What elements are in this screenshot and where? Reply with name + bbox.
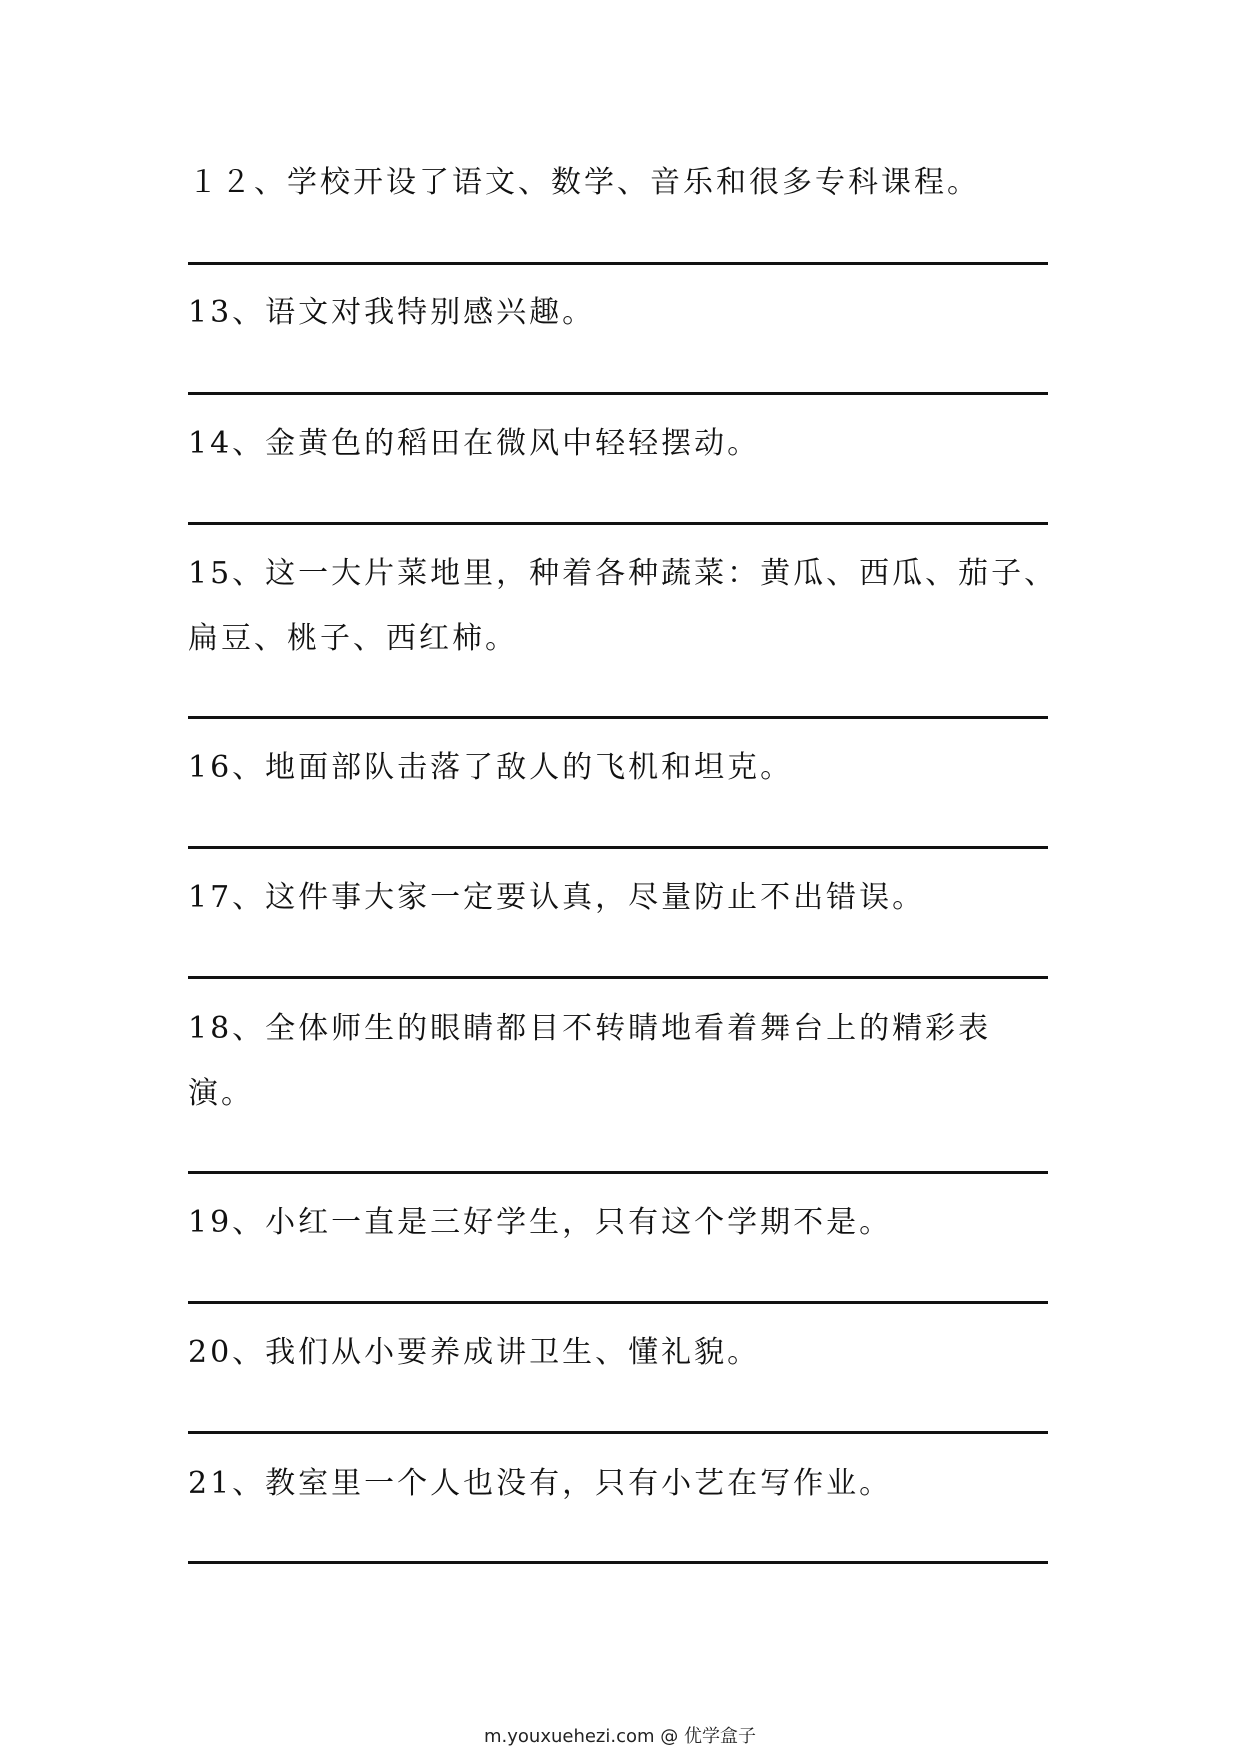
question-19 — [188, 1190, 1048, 1255]
question-text: 18、全体师生的眼睛都目不转睛地看着舞台上的精彩表 — [188, 1011, 992, 1046]
answer-line-15[interactable] — [188, 716, 1048, 719]
question-text-continued: 演。 — [188, 1076, 254, 1111]
footer-watermark: m.youxuehezi.com @ 优学盒子 — [483, 1726, 756, 1747]
question-21 — [188, 1451, 1048, 1516]
question-16 — [188, 735, 1048, 800]
question-text: 21、教室里一个人也没有，只有小艺在写作业。 — [188, 1466, 893, 1501]
question-14 — [188, 411, 1048, 476]
answer-line-20[interactable] — [188, 1431, 1048, 1434]
answer-line-14[interactable] — [188, 522, 1048, 525]
question-text: 15、这一大片菜地里，种着各种蔬菜：黄瓜、西瓜、茄子、 — [188, 556, 1058, 591]
question-text: 13、语文对我特别感兴趣。 — [188, 295, 596, 330]
answer-line-18[interactable] — [188, 1171, 1048, 1174]
question-text: 14、金黄色的稻田在微风中轻轻摆动。 — [188, 426, 761, 461]
question-text: 16、地面部队击落了敌人的飞机和坦克。 — [188, 750, 794, 785]
answer-line-17[interactable] — [188, 976, 1048, 979]
question-text-continued: 扁豆、桃子、西红柿。 — [188, 621, 518, 656]
answer-line-16[interactable] — [188, 846, 1048, 849]
question-text: １２、学校开设了语文、数学、音乐和很多专科课程。 — [188, 165, 980, 200]
question-text: 17、这件事大家一定要认真，尽量防止不出错误。 — [188, 880, 926, 915]
answer-line-21[interactable] — [188, 1561, 1048, 1564]
question-text: 19、小红一直是三好学生，只有这个学期不是。 — [188, 1205, 893, 1240]
question-20 — [188, 1320, 1048, 1385]
question-12 — [188, 150, 1048, 215]
question-18 — [188, 996, 1048, 1126]
question-15 — [188, 541, 1058, 671]
answer-line-12[interactable] — [188, 262, 1048, 265]
question-13 — [188, 280, 1048, 345]
question-17 — [188, 865, 1048, 930]
answer-line-13[interactable] — [188, 392, 1048, 395]
question-text: 20、我们从小要养成讲卫生、懂礼貌。 — [188, 1335, 761, 1370]
answer-line-19[interactable] — [188, 1301, 1048, 1304]
